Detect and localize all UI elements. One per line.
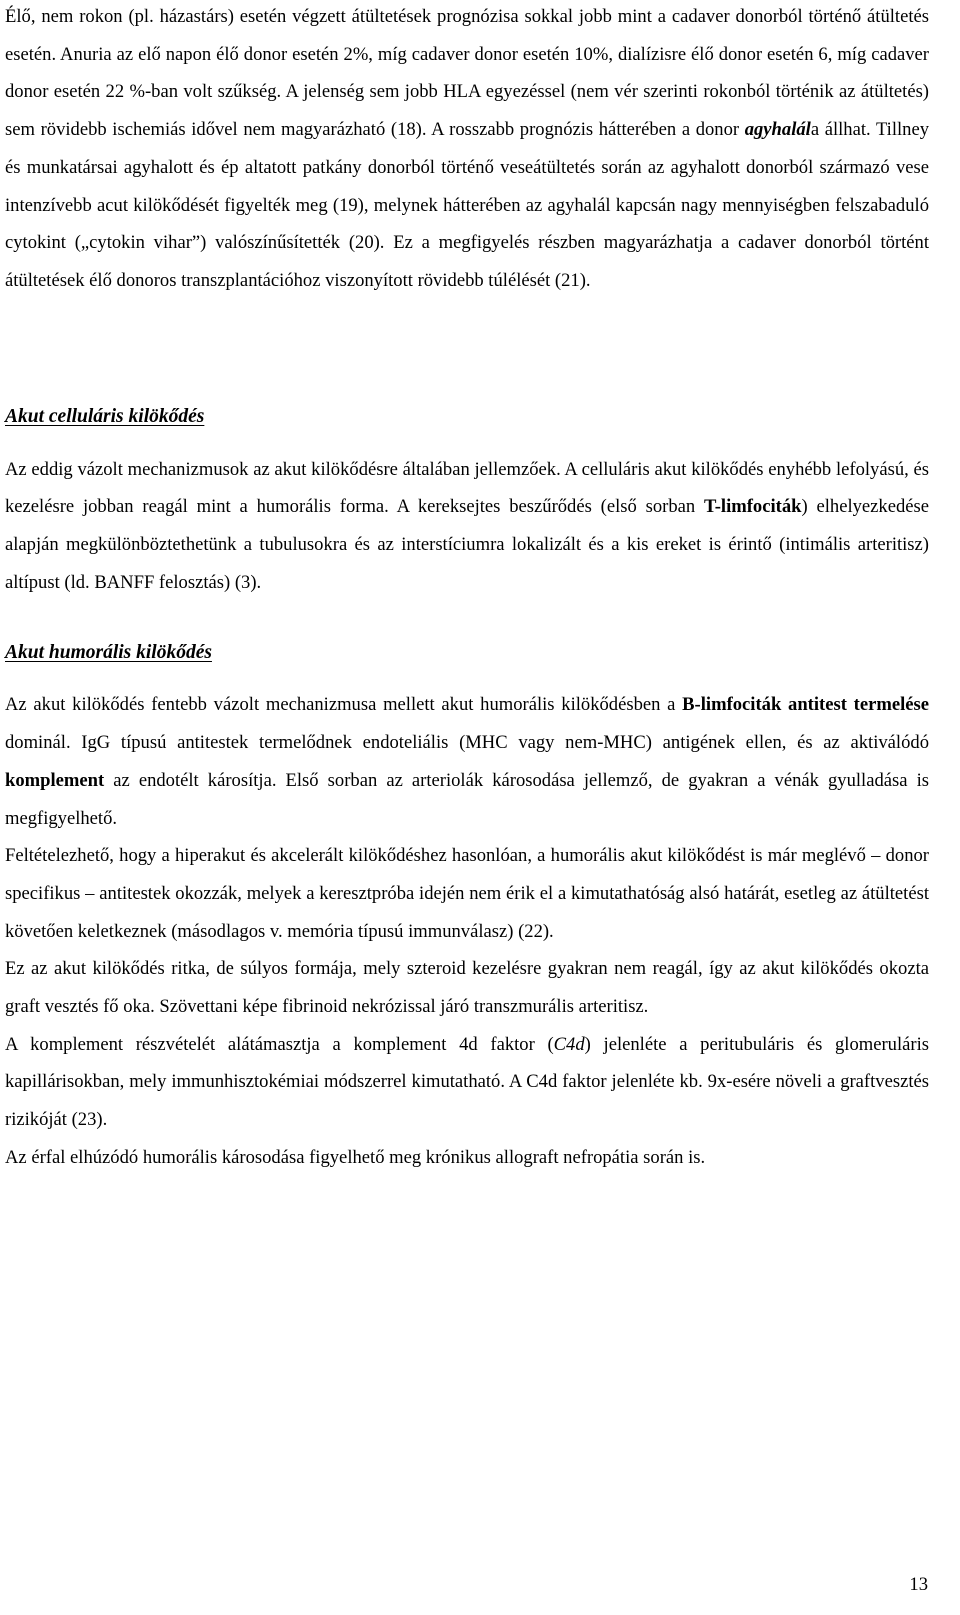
paragraph-preexisting-antibodies: Feltételezhető, hogy a hiperakut és akcelerált kilökődéshez hasonlóan, a humorális akut kilökődést is már meglévő – donor specifikus – antitestek okozzák, melyek a keresztpróba idején nem érik el a kimutathatóság alsó határát, esetleg az átültetést követően keletkeznek (másodlagos v. memória típusú immunválasz) (22). (5, 845, 929, 942)
emphasis-brain-death: agyhalál (744, 119, 811, 141)
bold-t-lymphocytes: T-limfociták (704, 496, 802, 518)
text-run: Az eddig vázolt mechanizmusok az akut kilökődésre általában jellemzőek. A celluláris akut kilökődés enyhébb lefolyású, és kezelésre jobban reagál mint a humorális forma. A kereksejtes beszűrődés (első sorban (5, 458, 929, 518)
text-run: dominál. IgG típusú antitestek termelődnek endoteliális (MHC vagy nem-MHC) antigének ellen, és az aktiválódó (5, 732, 929, 754)
italic-c4d: C4d (553, 1033, 585, 1055)
bold-complement: komplement (5, 769, 105, 791)
document-page (5, 0, 929, 1177)
paragraph-donor-prognosis (5, 0, 929, 300)
text-run: ) elhelyezkedése alapján megkülönböztethetünk a tubulusokra és az interstíciumra lokalizált és a kis ereket is érintő (intimális arteritisz) altípust (ld. BANFF felosztás) (3). (5, 496, 929, 593)
heading-acute-cellular-rejection: Akut celluláris kilökődés (5, 405, 205, 427)
paragraph-cellular-rejection (5, 451, 929, 602)
paragraph-rare-severe-form: Ez az akut kilökődés ritka, de súlyos formája, mely szteroid kezelésre gyakran nem reagál, így az akut kilökődés okozta graft vesztés fő oka. Szövettani képe fibrinoid nekrózissal járó transzmurális arteritisz. (5, 958, 929, 1018)
text-run: Élő, nem rokon (pl. házastárs) esetén végzett átültetések prognózisa sokkal jobb mint a cadaver donorból történő átültetés esetén. Anuria az elő napon élő donor esetén 2%, míg cadaver donor esetén 10%, dialízisre élő donor esetén 6, míg cadaver donor esetén 22 %-ban volt szűkség. A jelenség sem jobb HLA egyezéssel (nem vér szerinti rokonból történik az átültetés) sem rövidebb ischemiás idővel nem magyarázható (18). A rosszabb prognózis hátterében a donor (5, 6, 929, 141)
heading-acute-humoral-rejection: Akut humorális kilökődés (5, 642, 212, 664)
paragraph-c4d-complement (5, 1026, 929, 1139)
text-run: A komplement részvételét alátámasztja a komplement 4d faktor ( (5, 1033, 554, 1055)
paragraph-chronic-nephropathy: Az érfal elhúzódó humorális károsodása figyelhető meg krónikus allograft nefropátia során is. (5, 1146, 706, 1168)
text-run: Az akut kilökődés fentebb vázolt mechanizmusa mellett akut humorális kilökődésben a (5, 694, 683, 716)
text-run: a állhat. Tillney és munkatársai agyhalott és ép altatott patkány donorból történő veseátültetés során az agyhalott donorból származó vese intenzívebb acut kilökődését figyelték meg (19), melynek hátterében az agyhalál kapcsán nagy mennyiségben felszabaduló cytokint („cytokin vihar”) valószínűsítették (20). Ez a megfigyelés részben magyarázhatja a cadaver donorból történt átültetések élő donoros transzplantációhoz viszonyított rövidebb túlélését (21). (5, 119, 929, 291)
paragraph-humoral-mechanism (5, 686, 929, 837)
text-run: az endotélt károsítja. Első sorban az arteriolák károsodása jellemző, de gyakran a vénák gyulladása is megfigyelhető. (5, 769, 929, 829)
page-number: 13 (909, 1574, 928, 1595)
text-run: ) jelenléte a peritubuláris és glomeruláris kapillárisokban, mely immunhisztokémiai módszerrel kimutatható. A C4d faktor jelenléte kb. 9x-esére növeli a graftvesztés rizikóját (23). (5, 1033, 929, 1131)
bold-b-lymphocyte-antibody: B-limfociták antitest termelése (682, 694, 929, 716)
